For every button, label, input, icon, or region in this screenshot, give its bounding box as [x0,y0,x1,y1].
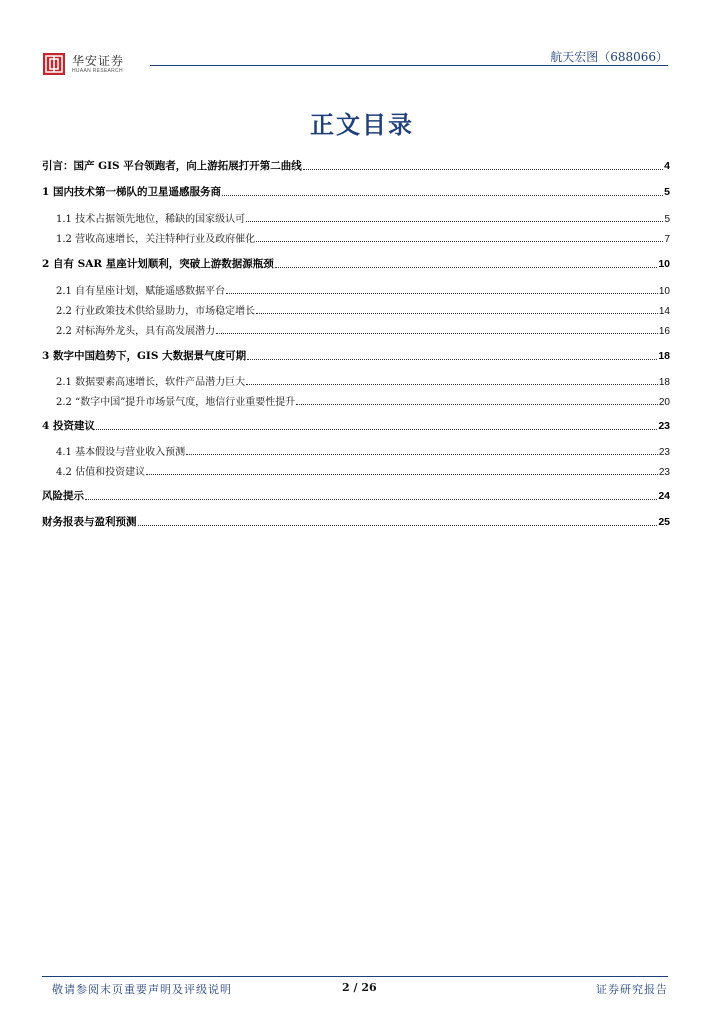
toc-entry[interactable] [42,373,670,388]
toc-entry-page: 20 [658,397,670,408]
toc-leader-dots [96,429,657,430]
footer-divider [42,976,668,977]
logo-en-text: HUAAN RESEARCH [72,67,123,74]
toc-entry[interactable] [42,184,670,199]
toc-entry-page: 25 [658,516,670,528]
header-divider [150,65,668,66]
toc-entry-label: 2 自有 SAR 星座计划顺利，突破上游数据源瓶颈 [42,258,274,270]
page-number: 2 / 26 [342,981,377,994]
toc-leader-dots [146,474,658,475]
toc-entry-page: 18 [658,350,670,362]
toc-entry[interactable] [42,322,670,337]
toc-entry-page: 14 [658,306,670,317]
toc-entry-label: 财务报表与盈利预测 [42,516,137,528]
page-header [42,44,668,80]
toc-entry-label: 1.2 营收高速增长，关注特种行业及政府催化 [56,234,256,245]
toc-entry-label: 2.1 数据要素高速增长，软件产品潜力巨大 [56,377,246,388]
toc-leader-dots [256,313,658,314]
toc-entry-page: 10 [658,258,670,270]
company-logo [42,52,124,76]
toc-entry-page: 23 [658,447,670,458]
logo-cn-text: 华安证券 [72,53,125,68]
toc-entry-label: 风险提示 [42,490,84,502]
toc-leader-dots [303,169,663,170]
toc-entry-page: 23 [658,467,670,478]
toc-entry-page: 18 [658,377,670,388]
toc-leader-dots [85,499,657,500]
page-title: 正文目录 [310,110,414,139]
toc-entry-page: 10 [658,286,670,297]
toc-leader-dots [186,454,658,455]
toc-entry[interactable] [42,210,670,225]
toc-leader-dots [246,384,658,385]
toc-entry[interactable] [42,256,670,271]
toc-leader-dots [275,267,658,268]
toc-entry-page: 16 [658,326,670,337]
toc-leader-dots [296,404,658,405]
toc-entry-page: 4 [664,160,670,172]
toc-entry[interactable] [42,302,670,317]
toc-entry-label: 2.2 行业政策技术供给显助力，市场稳定增长 [56,306,256,317]
toc-entry[interactable] [42,230,670,245]
toc-entry-label: 4 投资建议 [42,420,95,432]
huaan-logo-icon [42,52,66,76]
toc-entry-page: 7 [664,234,670,245]
toc-leader-dots [216,333,658,334]
toc-entry-label: 2.2 “数字中国”提升市场景气度，地信行业重要性提升 [56,397,296,408]
toc-entry[interactable] [42,463,670,478]
toc-entry-label: 2.1 自有星座计划，赋能遥感数据平台 [56,286,226,297]
toc-entry[interactable] [42,443,670,458]
toc-entry-page: 5 [664,186,670,198]
toc-entry[interactable] [42,348,670,363]
toc-leader-dots [256,241,663,242]
toc-entry-label: 3 数字中国趋势下，GIS 大数据景气度可期 [42,350,247,362]
toc-entry[interactable] [42,418,670,433]
toc-entry-label: 1.1 技术占据领先地位，稀缺的国家级认可 [56,214,246,225]
toc-entry[interactable] [42,158,670,173]
toc-entry-page: 24 [658,490,670,502]
company-ticker: 航天宏图（688066） [550,50,668,64]
footer-report-type: 证券研究报告 [596,983,668,996]
toc-entry-label: 4.2 估值和投资建议 [56,467,146,478]
toc-entry[interactable] [42,488,670,503]
toc-leader-dots [226,293,658,294]
toc-entry-label: 2.2 对标海外龙头，具有高发展潜力 [56,326,216,337]
toc-leader-dots [222,195,663,196]
toc-entry-label: 1 国内技术第一梯队的卫星遥感服务商 [42,186,221,198]
toc-entry-page: 5 [664,214,670,225]
toc-entry-label: 引言：国产 GIS 平台领跑者，向上游拓展打开第二曲线 [42,160,302,172]
toc-entry-page: 23 [658,420,670,432]
toc-entry[interactable] [42,514,670,529]
toc-leader-dots [247,359,657,360]
toc-entry-label: 4.1 基本假设与营业收入预测 [56,447,186,458]
toc-leader-dots [246,221,663,222]
footer-disclaimer: 敬请参阅末页重要声明及评级说明 [52,983,232,996]
toc-entry[interactable] [42,393,670,408]
toc-entry[interactable] [42,282,670,297]
toc-leader-dots [138,525,658,526]
